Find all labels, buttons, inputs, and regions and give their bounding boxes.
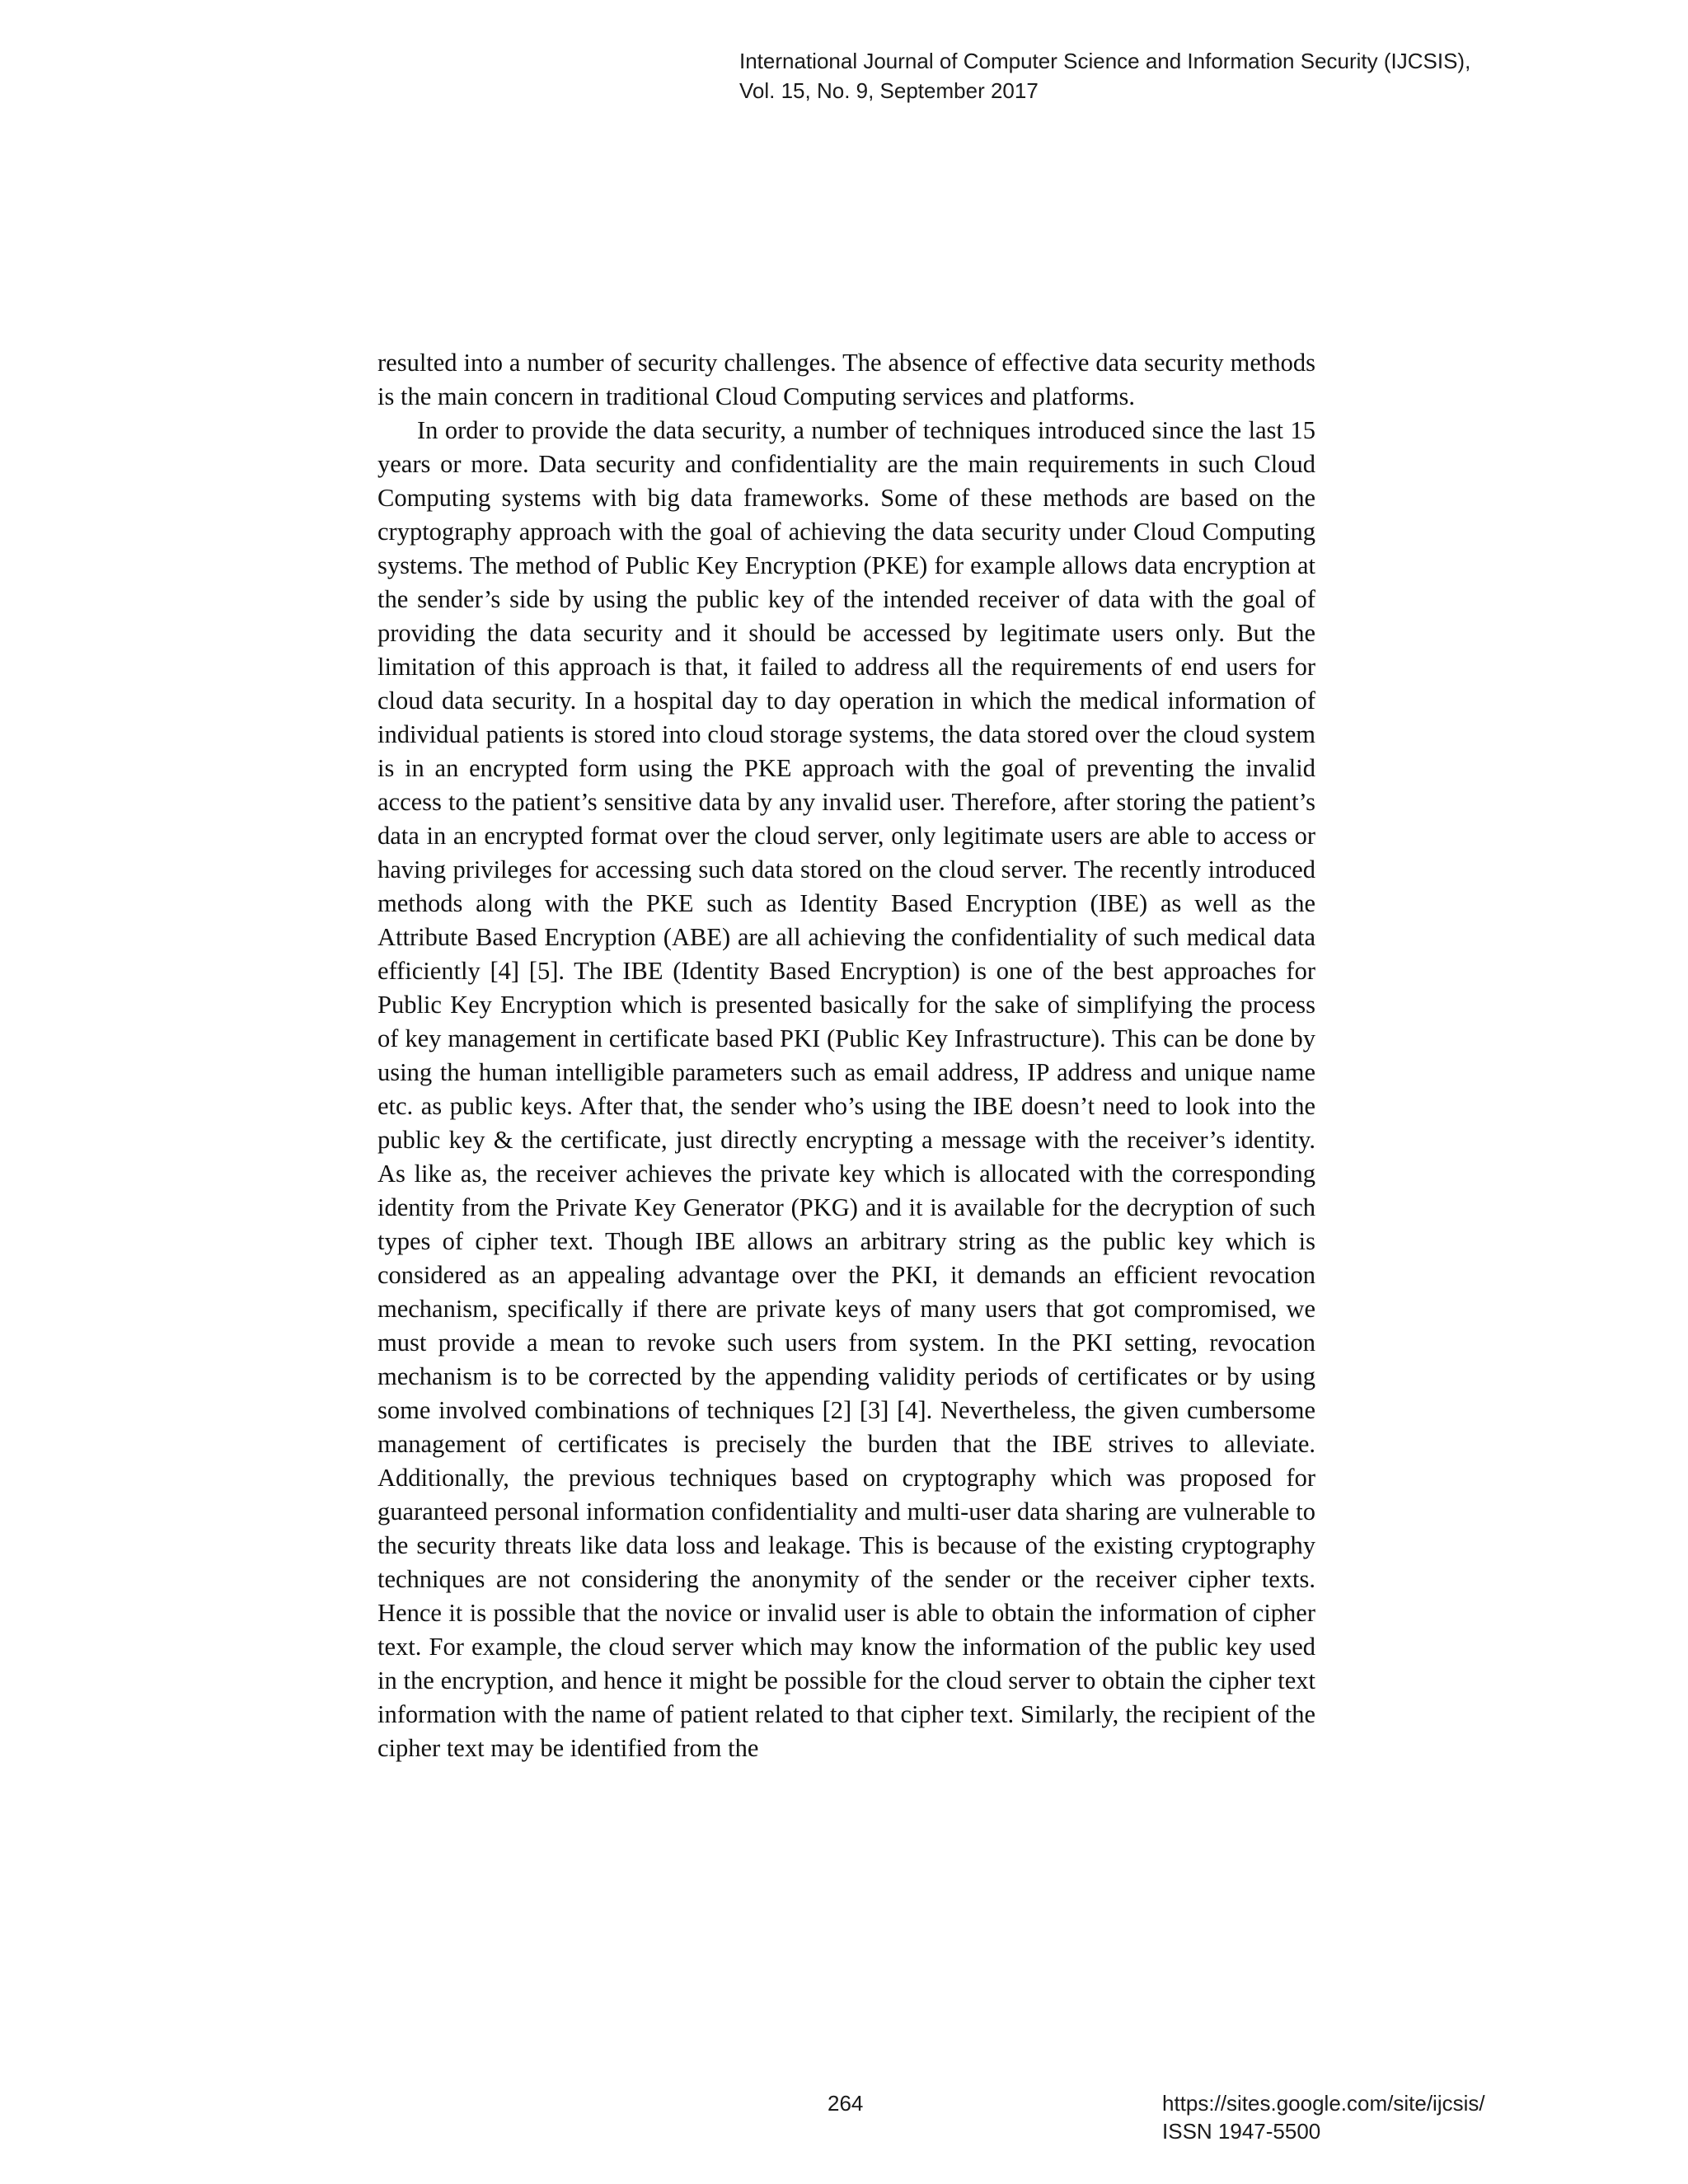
journal-url: https://sites.google.com/site/ijcsis/ [1162, 2091, 1485, 2116]
running-header [739, 46, 1662, 105]
body-paragraph: In order to provide the data security, a number of techniques introduced since the last 15 years or more. Data security and confidentiality are the main requirements in such Cloud Computing systems with big data frameworks. Some of these methods are based on the cryptography approach with the goal of achieving the data security under Cloud Computing systems. The method of Public Key Encryption (PKE) for example allows data encryption at the sender’s side by using the public key of the intended receiver of data with the goal of providing the data security and it should be accessed by legitimate users only. But the limitation of this approach is that, it failed to address all the requirements of end users for cloud data security. In a hospital day to day operation in which the medical information of individual patients is stored into cloud storage systems, the data stored over the cloud system is in an encrypted form using the PKE approach with the goal of preventing the invalid access to the patient’s sensitive data by any invalid user. Therefore, after storing the patient’s data in an encrypted format over the cloud server, only legitimate users are able to access or having privileges for accessing such data stored on the cloud server. The recently introduced methods along with the PKE such as Identity Based Encryption (IBE) as well as the Attribute Based Encryption (ABE) are all achieving the confidentiality of such medical data efficiently [4] [5]. The IBE (Identity Based Encryption) is one of the best approaches for Public Key Encryption which is presented basically for the sake of simplifying the process of key management in certificate based PKI (Public Key Infrastructure). This can be done by using the human intelligible parameters such as email address, IP address and unique name etc. as public keys. After that, the sender who’s using the IBE doesn’t need to look into the public key & the certificate, just directly encrypting a message with the receiver’s identity. As like as, the receiver achieves the private key which is allocated with the corresponding identity from the Private Key Generator (PKG) and it is available for the decryption of such types of cipher text. Though IBE allows an arbitrary string as the public key which is considered as an appealing advantage over the PKI, it demands an efficient revocation mechanism, specifically if there are private keys of many users that got compromised, we must provide a mean to revoke such users from system. In the PKI setting, revocation mechanism is to be corrected by the appending validity periods of certificates or by using some involved combinations of techniques [2] [3] [4]. Nevertheless, the given cumbersome management of certificates is precisely the burden that the IBE strives to alleviate. Additionally, the previous techniques based on cryptography which was proposed for guaranteed personal information confidentiality and multi-user data sharing are vulnerable to the security threats like data loss and leakage. This is because of the existing cryptography techniques are not considering the anonymity of the sender or the receiver cipher texts. Hence it is possible that the novice or invalid user is able to obtain the information of cipher text. For example, the cloud server which may know the information of the public key used in the encryption, and hence it might be possible for the cloud server to obtain the cipher text information with the name of patient related to that cipher text. Similarly, the recipient of the cipher text may be identified from the [377, 416, 1315, 1762]
footer-info [1162, 2089, 1485, 2145]
page-number: 264 [828, 2091, 864, 2116]
issn: ISSN 1947-5500 [1162, 2119, 1321, 2144]
body-paragraph-continued: resulted into a number of security challenges. The absence of effective data security methods is the main concern in traditional Cloud Computing services and platforms. [377, 349, 1315, 410]
journal-volume-line: Vol. 15, No. 9, September 2017 [739, 78, 1039, 103]
journal-title-line: International Journal of Computer Science and Information Security (IJCSIS), [739, 49, 1471, 73]
body-text [377, 346, 1315, 1765]
